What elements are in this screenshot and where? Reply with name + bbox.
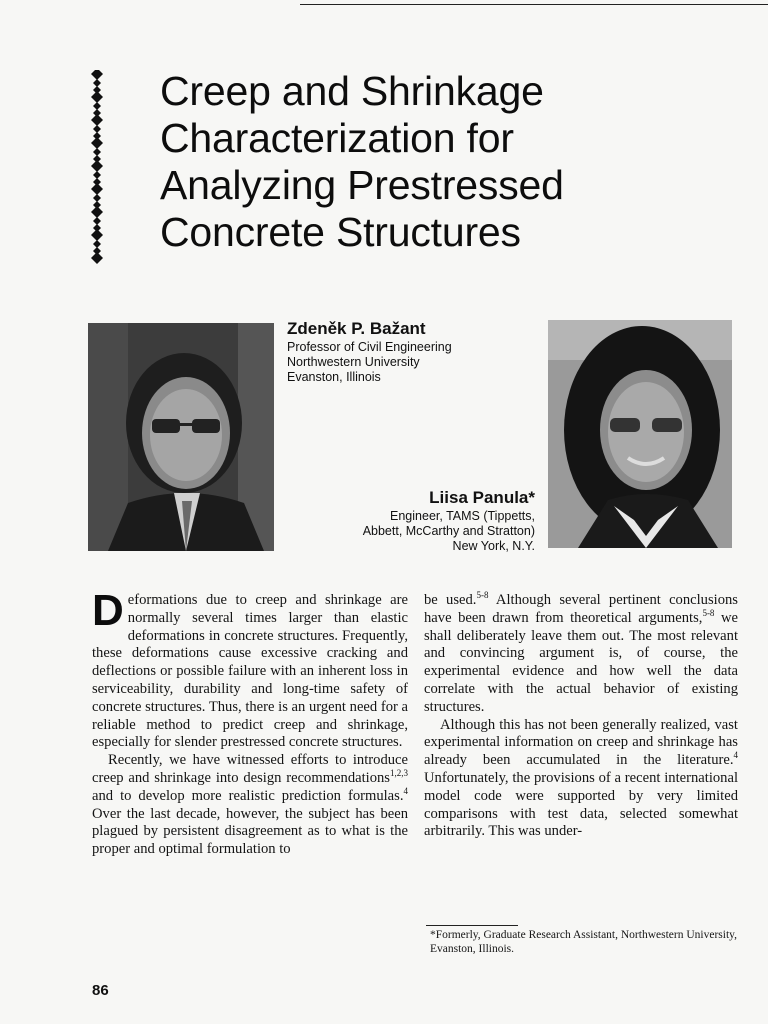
ornament-diamond [93,79,101,87]
body-paragraph [424,592,738,717]
footnote: *Formerly, Graduate Research Assistant, Northwestern University, Evanston, Illinois. [430,929,738,955]
page-number: 86 [92,982,109,999]
ornament-diamond [91,70,103,80]
author-panula [363,487,535,554]
paragraph-text: be used. [424,592,477,608]
body-paragraph [92,586,408,752]
author-affiliation: Professor of Civil Engineering [287,340,452,354]
citation: 4 [733,750,738,761]
paragraph-text: and to develop more realistic prediction formulas. [92,787,404,804]
citation: 1,2,3 [390,768,408,779]
title-line: Concrete Structures [160,209,521,255]
citation: 5-8 [702,607,715,618]
citation: 5-8 [476,590,489,601]
ornament-diamond [91,183,103,195]
ornament-diamond [91,160,103,172]
body-column-right [424,592,738,841]
author-affiliation: Evanston, Illinois [287,370,381,384]
footnote-divider [426,925,518,926]
author-affiliation: Engineer, TAMS (Tippetts, [390,509,535,523]
drop-cap: D [92,586,124,635]
paragraph-text: Although this has not been generally realized, vast experimental information on creep and shrinkage has already been accumulated in the literature. [424,716,738,769]
author-bazant [287,318,452,385]
author-name: Liisa Panula* [429,488,535,507]
author-photo-panula [548,320,732,548]
ornament-diamond [93,171,101,179]
paragraph-text: eformations due to creep and shrinkage are normally several times larger than elastic deformations in concrete structures. Frequently, these deformations cause excessive cracking and deflections or possible failure with an inherent loss in serviceability, durability and long-time safety of concrete structures. Thus, there is an urgent need for a reliable method to predict creep and shrinkage, especially for slender prestressed concrete structures. [92,592,408,751]
body-paragraph [92,752,408,859]
ornament-diamond [91,229,103,241]
diamond-ornament-icon [84,70,110,270]
article-title [160,68,760,256]
paragraph-text: Recently, we have witnessed efforts to introduce creep and shrinkage into design recommendations [92,752,408,786]
title-line: Creep and Shrinkage [160,68,544,114]
ornament-diamond [91,206,103,218]
ornament-diamond [91,91,103,103]
author-affiliation: Northwestern University [287,355,420,369]
author-name: Zdeněk P. Bažant [287,319,426,338]
paragraph-text: Unfortunately, the provisions of a recent international model code were supported by very limited comparisons with test data, selected somewhat arbitrarily. This was under- [424,769,738,840]
author-affiliation: New York, N.Y. [452,539,535,553]
title-line: Analyzing Prestressed [160,162,564,208]
ornament-diamond [91,114,103,126]
ornament-diamond [91,252,103,264]
title-line: Characterization for [160,115,514,161]
author-photo-bazant [88,323,274,551]
ornament-diamond [93,148,101,156]
paragraph-text: Although several pertinent conclusions have been drawn from theoretical arguments, [424,592,738,626]
ornament-diamond [93,102,101,110]
ornament-diamond [93,125,101,133]
ornament-diamond [93,240,101,248]
author-affiliation: Abbett, McCarthy and Stratton) [362,524,535,538]
ornament-diamond [91,137,103,149]
body-column-left [92,586,408,859]
citation: 4 [403,785,408,796]
paragraph-text: Over the last decade, however, the subject has been plagued by persistent disagreement as to what is the proper and optimal formulation to [92,805,408,858]
top-rule [300,4,768,5]
ornament-diamond [93,217,101,225]
ornament-diamond [93,194,101,202]
paragraph-text: we shall deliberately leave them out. The most relevant and convincing argument is, of course, the experimental evidence and how well the data correlate with the actual behavior of existing structures. [424,609,739,715]
body-paragraph [424,717,738,842]
